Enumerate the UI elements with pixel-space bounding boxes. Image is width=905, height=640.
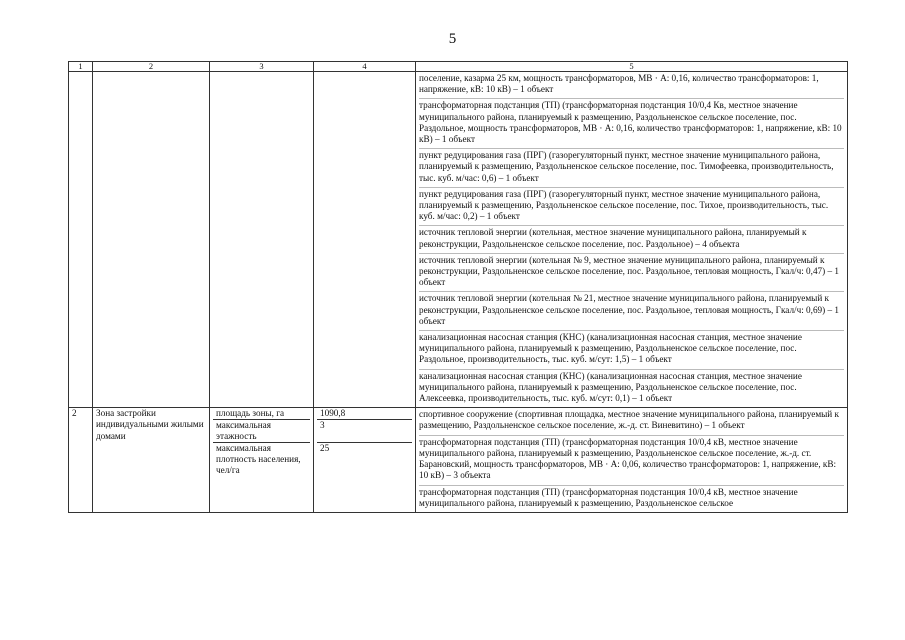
row2-objects-cell bbox=[416, 408, 848, 513]
param-value: 25 bbox=[317, 442, 412, 454]
param-value: 3 bbox=[317, 419, 412, 442]
object-entry: источник тепловой энергии (котельная № 21, местное значение муниципального района, планируемый к реконструкции, Раздольненское сельское поселение, пос. Раздольное, тепловая мощность, Гкал/ч: 0,69) – 1 объект bbox=[419, 291, 844, 330]
table-row bbox=[69, 408, 848, 513]
object-entry: источник тепловой энергии (котельная № 9, местное значение муниципального района, планируемый к реконструкции, Раздольненское сельское поселение, пос. Раздольное, тепловая мощность, Гкал/ч: 0,47) – 1 объект bbox=[419, 253, 844, 292]
param-name: максимальная плотность населения, чел/га bbox=[213, 442, 310, 476]
object-entry: источник тепловой энергии (котельная, местное значение муниципального района, планируемый к реконструкции, Раздольненское сельское поселение, пос. Раздольное) – 4 объекта bbox=[419, 225, 844, 252]
page-number: 5 bbox=[448, 31, 457, 47]
table-header-row bbox=[69, 62, 848, 72]
row1-objects-cell bbox=[416, 72, 848, 408]
table-row bbox=[69, 72, 848, 408]
row2-number-cell: 2 bbox=[69, 408, 93, 513]
row1-param-cell bbox=[210, 72, 314, 408]
header-col-4: 4 bbox=[314, 62, 416, 72]
zones-table bbox=[68, 61, 848, 513]
param-name: максимальная этажность bbox=[213, 419, 310, 442]
header-col-5: 5 bbox=[416, 62, 848, 72]
row1-zone-cell bbox=[93, 72, 210, 408]
object-entry: пункт редуцирования газа (ПРГ) (газорегуляторный пункт, местное значение муниципального района, планируемый к размещению, Раздольненское сельское поселение, пос. Тихое, производительность, тыс. куб. м/час: 0,2) – 1 объект bbox=[419, 187, 844, 226]
param-value: 1090,8 bbox=[320, 408, 346, 419]
object-entry: трансформаторная подстанция (ТП) (трансформаторная подстанция 10/0,4 кВ, местное значение муниципального района, планируемый к размещению, Раздольненское сельское поселение, ж.-д. ст. Барановский, мощность трансформаторов, МВ · А: 0,06, количество трансформаторов: 1, напряжение, кВ: 10 кВ) – 3 объекта bbox=[419, 435, 844, 485]
object-entry: трансформаторная подстанция (ТП) (трансформаторная подстанция 10/0,4 Кв, местное значение муниципального района, планируемый к размещению, Раздольненское сельское поселение, пос. Раздольное, мощность трансформаторов, МВ · А: 0,16, количество трансформаторов: 1, напряжение, кВ: 10 кВ) – 1 объект bbox=[419, 98, 844, 148]
row1-value-cell bbox=[314, 72, 416, 408]
header-col-3: 3 bbox=[210, 62, 314, 72]
object-entry: пункт редуцирования газа (ПРГ) (газорегуляторный пункт, местное значение муниципального района, планируемый к размещению, Раздольненское сельское поселение, пос. Тимофеевка, производительность, тыс. куб. м/час: 0,6) – 1 объект bbox=[419, 148, 844, 187]
object-entry: трансформаторная подстанция (ТП) (трансформаторная подстанция 10/0,4 кВ, местное значение муниципального района, планируемый к размещению, Раздольненское сельское bbox=[419, 485, 844, 512]
row2-value-cell bbox=[314, 408, 416, 513]
param-name: площадь зоны, га bbox=[216, 408, 285, 419]
object-entry: канализационная насосная станция (КНС) (канализационная насосная станция, местное значение муниципального района, планируемый к размещению, Раздольненское сельское поселение, пос. Раздольное, производительность, тыс. куб. м/сут: 1,5) – 1 объект bbox=[419, 330, 844, 369]
header-col-2: 2 bbox=[93, 62, 210, 72]
object-entry: поселение, казарма 25 км, мощность трансформаторов, МВ · А: 0,16, количество трансформаторов: 1, напряжение, кВ: 10 кВ) – 1 объект bbox=[419, 73, 819, 95]
row2-param-cell bbox=[210, 408, 314, 513]
object-entry: спортивное сооружение (спортивная площадка, местное значение муниципального района, планируемый к размещению, Раздольненское сельское поселение, ж.-д. ст. Виневитино) – 1 объект bbox=[419, 409, 839, 431]
row2-zone-cell: Зона застройки индивидуальными жилыми домами bbox=[93, 408, 210, 513]
object-entry: канализационная насосная станция (КНС) (канализационная насосная станция, местное значение муниципального района, планируемый к размещению, Раздольненское сельское поселение, пос. Алексеевка, производительность, тыс. куб. м/сут: 0,1) – 1 объект bbox=[419, 369, 844, 408]
row1-number-cell bbox=[69, 72, 93, 408]
header-col-1: 1 bbox=[69, 62, 93, 72]
